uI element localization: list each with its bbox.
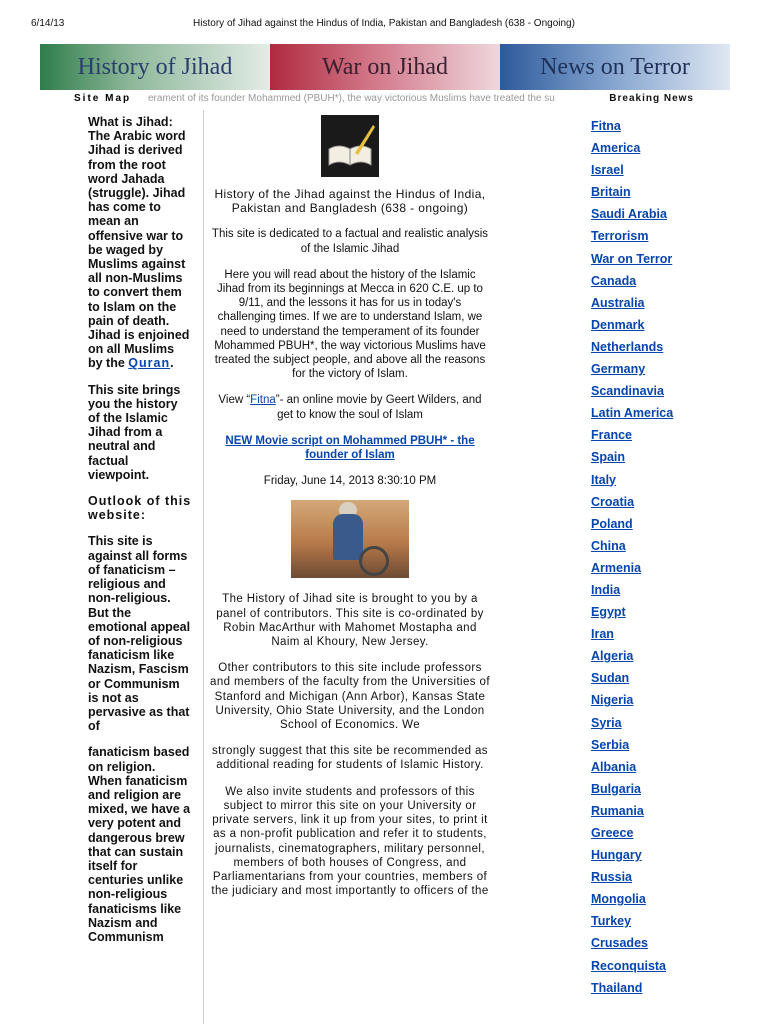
site-purpose: This site brings you the history of the Islamic Jihad from a neutral and factual viewpoint. [88,382,181,482]
country-link-denmark[interactable]: Denmark [591,317,645,332]
history-text: Here you will read about the history of the Islamic Jihad from its beginnings at Mecca in 620 C.E. up to 9/11, and the lessons it has for us in today's challenging times. If we are to understand Islam, we need to understand the temperament of its founder Mohammed PBUH*, the way victorious Muslims have treated the subject people, and above all the reasons for the victory of Islam. [214,268,486,381]
print-date: 6/14/13 [31,18,65,29]
recommend-text: strongly suggest that this site be recommended as additional reading for students of Islamic History. [212,745,488,772]
movie-script-link[interactable]: NEW Movie script on Mohammed PBUH* - the founder of Islam [225,434,475,462]
country-link-germany[interactable]: Germany [591,362,646,377]
country-link-bulgaria[interactable]: Bulgaria [591,781,642,796]
nav-bar [40,93,730,107]
country-link-list [591,119,681,1003]
faculty-text: Other contributors to this site include professors and members of the faculty from the Universities of Stanford and Michigan (Ann Arbor), Kansas State University, Ohio State University, and the London School of Economics. We [210,662,490,732]
date-time: Friday, June 14, 2013 8:30:10 PM [263,475,437,488]
invite-text: We also invite students and professors of this subject to mirror this site on your University or private servers, link it up from your sites, to print it as a non-profit publication and refer it to students, journalists, cinematographers, military personnel, members of both houses of Congress, and Parliamentarians from your countries, members of the judiciary and most importantly to officers of the [211,785,489,898]
country-link-reconquista[interactable]: Reconquista [591,958,667,973]
fitna-post: ”- an online movie by Geert Wilders, and get to know the soul of Islam [275,394,482,421]
country-link-scandinavia[interactable]: Scandinavia [591,384,664,399]
country-link-turkey[interactable]: Turkey [591,914,632,929]
fitna-paragraph [210,393,490,421]
country-link-israel[interactable]: Israel [591,163,624,178]
country-link-france[interactable]: France [591,428,632,443]
country-link-latin-america[interactable]: Latin America [591,406,674,421]
country-link-mongolia[interactable]: Mongolia [591,892,646,907]
country-link-war-on-terror[interactable]: War on Terror [591,251,673,266]
banner-war-on-jihad[interactable]: War on Jihad [270,44,500,90]
main-column [210,112,490,910]
movie-script-paragraph [210,434,490,462]
outlook-text-1: This site is against all forms of fanaticism – religious and non-religious. But the emotional appeal of non-religious fanaticism like Nazism, Fascism or Communism is not as pervasive as that of [88,534,191,734]
fitna-link[interactable]: Fitna [250,394,276,407]
country-link-russia[interactable]: Russia [591,870,632,885]
country-link-italy[interactable]: Italy [591,472,617,487]
country-link-egypt[interactable]: Egypt [591,605,626,620]
fitna-pre: View “ [218,394,251,407]
country-link-canada[interactable]: Canada [591,273,637,288]
banner [40,44,730,90]
print-title: History of Jihad against the Hindus of India, Pakistan and Bangladesh (638 - Ongoing) [193,18,575,29]
country-link-netherlands[interactable]: Netherlands [591,339,664,354]
book-quill-icon [321,115,379,177]
country-link-crusades[interactable]: Crusades [591,936,648,951]
country-link-poland[interactable]: Poland [591,516,633,531]
country-link-america[interactable]: America [591,141,641,156]
country-link-terrorism[interactable]: Terrorism [591,229,649,244]
jihad-definition-text: What is Jihad: The Arabic word Jihad is derived from the root word Jahada (struggle). Jihad has come to mean an offensive war to be waged by Muslims against all non-Muslims to convert them to Islam on the pain of death. Jihad is enjoined on all Muslims by the [88,115,190,371]
country-link-rumania[interactable]: Rumania [591,803,644,818]
warrior-image [291,500,409,578]
country-link-britain[interactable]: Britain [591,185,631,200]
outlook-text-2: fanaticism based on religion. When fanaticism and religion are mixed, we have a very potent and dangerous brew that can sustain itself for centuries unlike non-religious fanaticisms like Nazism and Communism [88,745,191,944]
contributors-text: The History of Jihad site is brought to you by a panel of contributors. This site is co-ordinated by Robin MacArthur with Mahomet Mostapha and Naim al Khoury, New Jersey. [216,593,484,649]
breaking-news-link[interactable]: Breaking News [609,93,694,104]
outlook-heading: Outlook of this website: [88,494,192,523]
country-link-china[interactable]: China [591,538,626,553]
country-link-syria[interactable]: Syria [591,715,622,730]
banner-news-on-terror[interactable]: News on Terror [500,44,730,90]
country-link-croatia[interactable]: Croatia [591,494,635,509]
country-link-nigeria[interactable]: Nigeria [591,693,634,708]
country-link-serbia[interactable]: Serbia [591,737,630,752]
page-title: History of the Jihad against the Hindus of India, Pakistan and Bangladesh (638 - ongoing) [214,187,486,216]
column-divider [203,110,204,1024]
country-link-spain[interactable]: Spain [591,450,626,465]
site-map-link[interactable]: Site Map [74,93,132,104]
country-link-algeria[interactable]: Algeria [591,649,634,664]
country-link-greece[interactable]: Greece [591,826,634,840]
country-link-saudi-arabia[interactable]: Saudi Arabia [591,207,667,222]
country-link-hungary[interactable]: Hungary [591,848,642,863]
country-link-armenia[interactable]: Armenia [591,560,642,575]
country-link-india[interactable]: India [591,582,621,597]
country-link-sudan[interactable]: Sudan [591,671,630,686]
quran-link[interactable]: Quran [128,356,171,371]
news-ticker: erament of its founder Mohammed (PBUH*), the way victorious Muslims have treated the su [148,93,555,104]
banner-history-of-jihad[interactable]: History of Jihad [40,44,270,90]
jihad-definition [88,115,192,371]
country-link-fitna[interactable]: Fitna [591,119,621,133]
left-column [88,115,192,956]
intro-text: This site is dedicated to a factual and realistic analysis of the Islamic Jihad [211,228,489,255]
country-link-iran[interactable]: Iran [591,627,614,642]
jihad-definition-end: . [170,356,174,371]
country-link-thailand[interactable]: Thailand [591,980,643,995]
country-link-albania[interactable]: Albania [591,759,637,774]
country-link-australia[interactable]: Australia [591,295,645,310]
